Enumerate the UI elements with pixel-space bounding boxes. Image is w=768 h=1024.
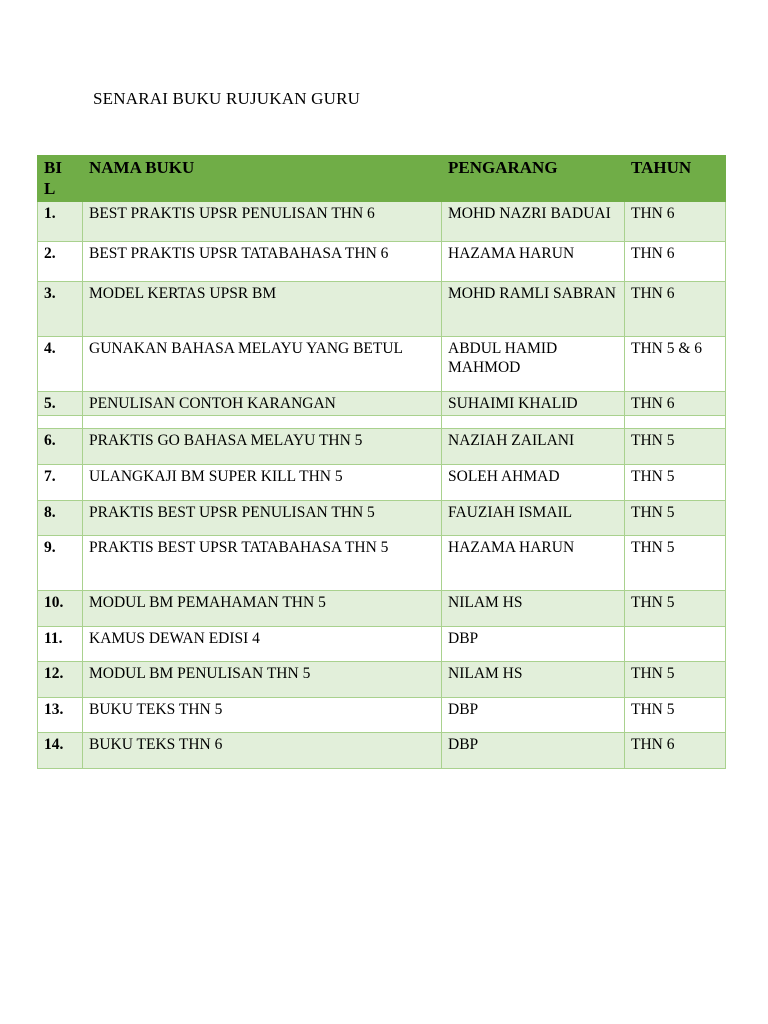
row-number: 13. (38, 698, 83, 733)
book-title: BUKU TEKS THN 5 (83, 698, 442, 733)
book-title: BUKU TEKS THN 6 (83, 733, 442, 769)
book-author: DBP (442, 698, 625, 733)
row-number: 10. (38, 591, 83, 627)
book-title: ULANGKAJI BM SUPER KILL THN 5 (83, 465, 442, 501)
book-author: NILAM HS (442, 662, 625, 698)
row-number: 8. (38, 501, 83, 536)
table-row (38, 627, 726, 662)
table-row (38, 429, 726, 465)
book-year: THN 5 (625, 501, 726, 536)
book-author: SOLEH AHMAD (442, 465, 625, 501)
empty-cell (38, 416, 83, 429)
empty-cell (625, 416, 726, 429)
table-row (38, 392, 726, 416)
book-title: BEST PRAKTIS UPSR PENULISAN THN 6 (83, 202, 442, 242)
table-row (38, 202, 726, 242)
book-title: MODEL KERTAS UPSR BM (83, 282, 442, 337)
book-author: FAUZIAH ISMAIL (442, 501, 625, 536)
book-year: THN 5 (625, 536, 726, 591)
book-title: MODUL BM PEMAHAMAN THN 5 (83, 591, 442, 627)
header-tahun: TAHUN (625, 156, 726, 202)
book-title: PRAKTIS BEST UPSR TATABAHASA THN 5 (83, 536, 442, 591)
empty-cell (442, 416, 625, 429)
table-row (38, 698, 726, 733)
table-row (38, 337, 726, 392)
row-number: 12. (38, 662, 83, 698)
table-row (38, 536, 726, 591)
book-year (625, 627, 726, 662)
book-title: PRAKTIS GO BAHASA MELAYU THN 5 (83, 429, 442, 465)
book-author: NILAM HS (442, 591, 625, 627)
book-year: THN 5 (625, 591, 726, 627)
book-author: HAZAMA HARUN (442, 536, 625, 591)
table-row (38, 662, 726, 698)
book-title: GUNAKAN BAHASA MELAYU YANG BETUL (83, 337, 442, 392)
row-number: 11. (38, 627, 83, 662)
row-number: 7. (38, 465, 83, 501)
table-header-row (38, 156, 726, 202)
row-number: 1. (38, 202, 83, 242)
row-number: 2. (38, 242, 83, 282)
book-author: SUHAIMI KHALID (442, 392, 625, 416)
table-row (38, 733, 726, 769)
row-number: 9. (38, 536, 83, 591)
book-author: HAZAMA HARUN (442, 242, 625, 282)
table-row (38, 242, 726, 282)
table-row (38, 501, 726, 536)
empty-cell (83, 416, 442, 429)
book-author: ABDUL HAMID MAHMOD (442, 337, 625, 392)
book-title: PENULISAN CONTOH KARANGAN (83, 392, 442, 416)
book-year: THN 6 (625, 202, 726, 242)
book-title: MODUL BM PENULISAN THN 5 (83, 662, 442, 698)
book-year: THN 6 (625, 242, 726, 282)
book-title: KAMUS DEWAN EDISI 4 (83, 627, 442, 662)
page-title: SENARAI BUKU RUJUKAN GURU (93, 89, 361, 108)
header-pengarang: PENGARANG (442, 156, 625, 202)
book-year: THN 6 (625, 392, 726, 416)
book-author: DBP (442, 627, 625, 662)
book-year: THN 6 (625, 282, 726, 337)
header-bil: BI L (38, 156, 83, 202)
table-spacer-row (38, 416, 726, 429)
row-number: 5. (38, 392, 83, 416)
header-nama-buku: NAMA BUKU (83, 156, 442, 202)
book-author: NAZIAH ZAILANI (442, 429, 625, 465)
row-number: 4. (38, 337, 83, 392)
book-title: PRAKTIS BEST UPSR PENULISAN THN 5 (83, 501, 442, 536)
book-year: THN 5 (625, 662, 726, 698)
book-author: MOHD RAMLI SABRAN (442, 282, 625, 337)
book-year: THN 5 (625, 465, 726, 501)
book-year: THN 5 (625, 698, 726, 733)
book-year: THN 5 & 6 (625, 337, 726, 392)
book-author: DBP (442, 733, 625, 769)
reference-book-table (37, 155, 726, 769)
book-author: MOHD NAZRI BADUAI (442, 202, 625, 242)
table-row (38, 591, 726, 627)
book-year: THN 6 (625, 733, 726, 769)
row-number: 6. (38, 429, 83, 465)
table-row (38, 465, 726, 501)
book-year: THN 5 (625, 429, 726, 465)
row-number: 3. (38, 282, 83, 337)
table-row (38, 282, 726, 337)
book-title: BEST PRAKTIS UPSR TATABAHASA THN 6 (83, 242, 442, 282)
table-body (38, 202, 726, 769)
row-number: 14. (38, 733, 83, 769)
